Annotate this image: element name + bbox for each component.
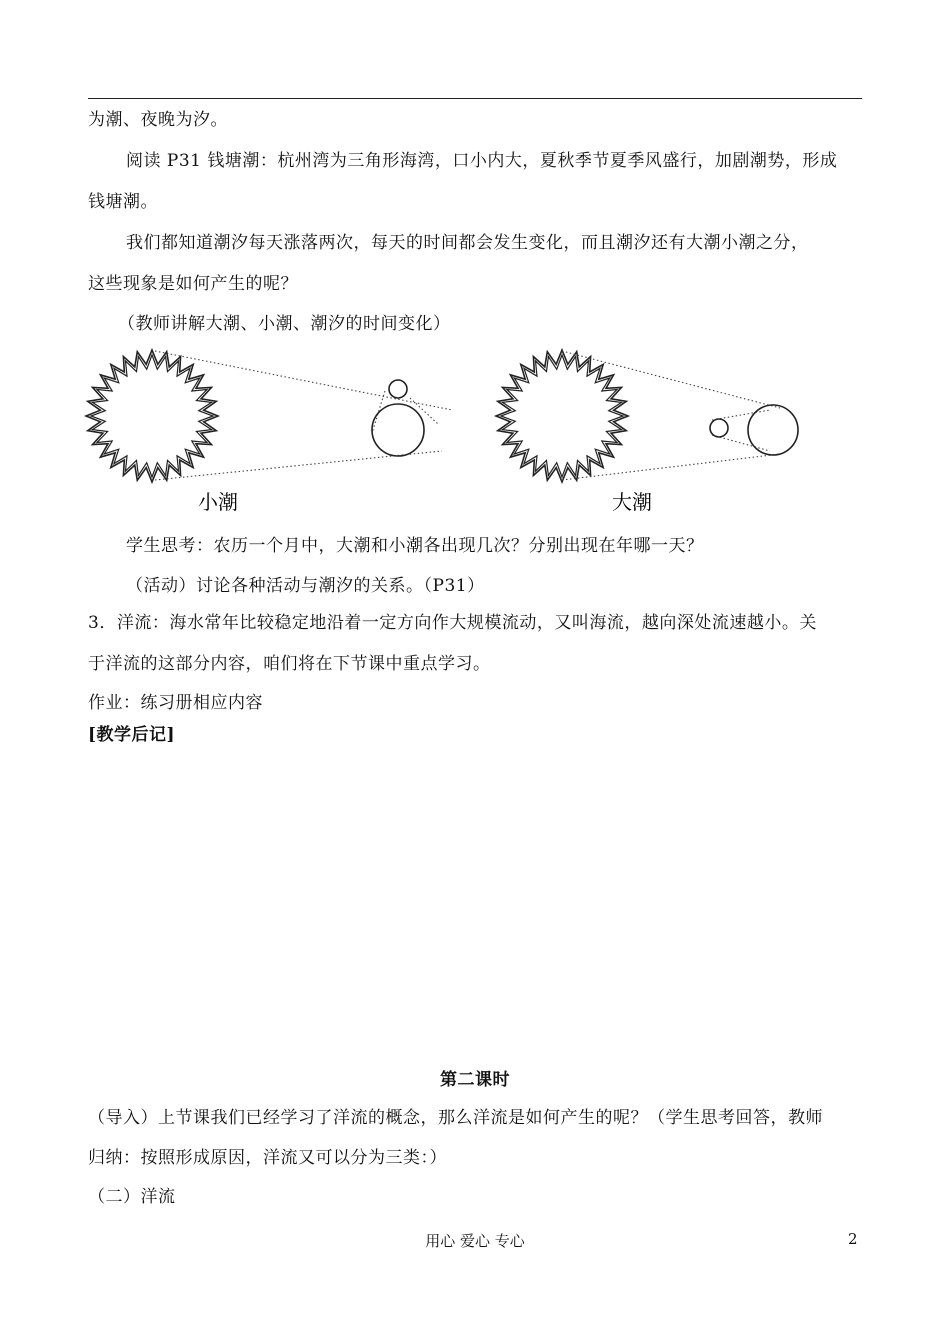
footer-text: 用心 爱心 专心 — [425, 1232, 525, 1250]
text-line: 为潮、夜晚为汐。 — [88, 110, 228, 130]
earth-circle — [748, 405, 798, 455]
sun-zigzag — [501, 355, 623, 477]
section-heading: [教学后记] — [88, 725, 176, 745]
moon-small-circle — [710, 419, 728, 437]
tangent-line — [410, 398, 438, 424]
text-line: 学生思考：农历一个月中，大潮和小潮各出现几次？分别出现在年哪一天？ — [126, 536, 704, 556]
moon-small-circle — [389, 380, 407, 398]
sun-zigzag — [91, 355, 213, 477]
text-line: 于洋流的这部分内容，咱们将在下节课中重点学习。 — [88, 654, 491, 674]
text-line: （活动）讨论各种活动与潮汐的关系。（P31） — [126, 576, 485, 596]
sun-left-icon — [86, 350, 218, 482]
sun-zigzag — [86, 350, 218, 482]
sun-right-icon — [496, 350, 628, 482]
text-line: 钱塘潮。 — [88, 192, 158, 212]
sun-zigzag — [496, 350, 628, 482]
tide-diagram — [80, 340, 820, 530]
text-line: 这些现象是如何产生的呢？ — [88, 274, 298, 294]
text-line: 我们都知道潮汐每天涨落两次，每天的时间都会发生变化，而且潮汐还有大潮小潮之分， — [126, 233, 809, 253]
tangent-line — [562, 351, 780, 408]
lesson-title: 第二课时 — [440, 1070, 510, 1090]
header-rule — [88, 98, 862, 99]
text-line: 作业：练习册相应内容 — [88, 693, 263, 713]
text-line: 归纳：按照形成原因，洋流又可以分为三类：） — [88, 1148, 447, 1168]
tangent-line — [562, 454, 780, 480]
text-line: （二）洋流 — [88, 1187, 176, 1207]
page-number: 2 — [848, 1230, 858, 1248]
text-line: （教师讲解大潮、小潮、潮汐的时间变化） — [118, 314, 451, 334]
text-line: 3．洋流：海水常年比较稳定地沿着一定方向作大规模流动，又叫海流，越向深处流速越小。关 — [88, 613, 817, 633]
text-line: 阅读 P31 钱塘潮：杭州湾为三角形海湾，口小内大，夏秋季节夏季风盛行，加剧潮势，形成 — [126, 151, 838, 171]
earth-circle — [372, 404, 424, 456]
diagram-caption-left: 小潮 — [198, 490, 238, 514]
diagram-caption-right: 大潮 — [612, 490, 652, 514]
text-line: （导入）上节课我们已经学习了洋流的概念，那么洋流是如何产生的呢？（学生思考回答，教师 — [88, 1108, 823, 1128]
